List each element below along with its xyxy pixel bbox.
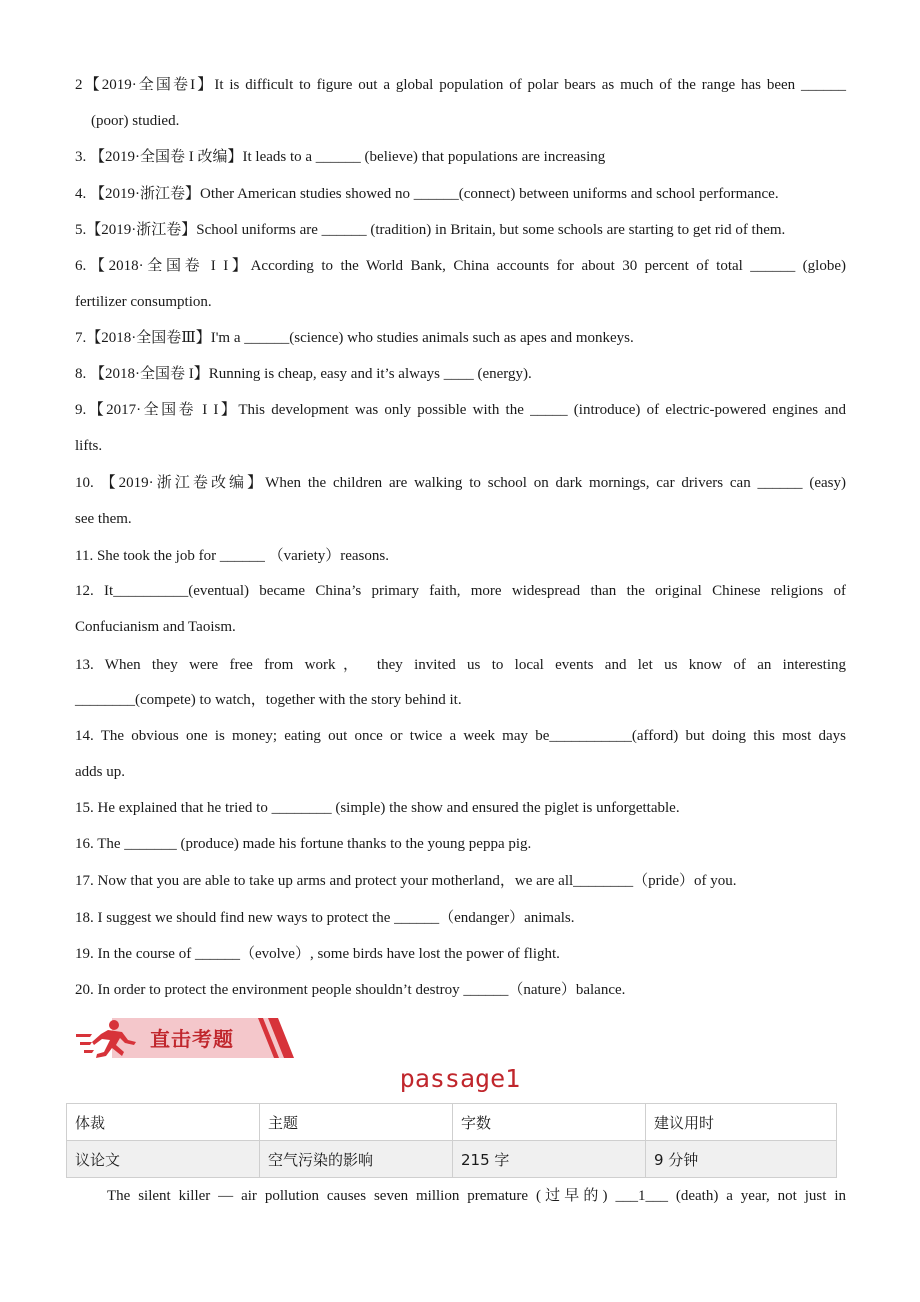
table-header-time: 建议用时 [646, 1104, 837, 1141]
table-cell-topic: 空气污染的影响 [260, 1141, 453, 1178]
table-cell-genre: 议论文 [67, 1141, 260, 1178]
banner-label: 直击考题 [150, 1027, 234, 1051]
table-cell-time: 9 分钟 [646, 1141, 837, 1178]
table-header-wordcount: 字数 [453, 1104, 646, 1141]
question-12-line-1: 12. It__________(eventual) became China’s primary faith, more widespread than the original Chinese religions of [75, 583, 846, 599]
question-13-line-1: 13. When they were free from work， they invited us to local events and let us know of an interesting [75, 657, 846, 673]
question-18: 18. I suggest we should find new ways to protect the ______（endanger）animals. [75, 910, 575, 926]
question-9-line-1: 9.【2017·全国卷 I I】This development was only possible with the _____ (introduce) of electric-powered engines and [75, 402, 846, 418]
passage-info-table [66, 1103, 837, 1178]
question-15: 15. He explained that he tried to ________ (simple) the show and ensured the piglet is unforgettable. [75, 800, 680, 816]
passage-title: passage1 [399, 1064, 521, 1093]
question-7: 7.【2018·全国卷Ⅲ】I'm a ______(science) who studies animals such as apes and monkeys. [75, 330, 634, 346]
passage-text: The silent killer — air pollution causes seven million premature (过早的) ___1___ (death) a year, not just in [107, 1188, 846, 1204]
question-10-line-1: 10. 【2019·浙江卷改编】When the children are walking to school on dark mornings, car drivers can ______ (easy) [75, 475, 846, 491]
question-17: 17. Now that you are able to take up arms and protect your motherland，we are all________（pride）of you. [75, 873, 737, 889]
question-19: 19. In the course of ______（evolve）, some birds have lost the power of flight. [75, 946, 560, 962]
question-11: 11. She took the job for ______ （variety）reasons. [75, 548, 389, 564]
question-3: 3. 【2019·全国卷 I 改编】It leads to a ______ (believe) that populations are increasing [75, 149, 606, 165]
question-10-line-2: see them. [75, 511, 132, 527]
table-header-genre: 体裁 [67, 1104, 260, 1141]
question-4: 4. 【2019·浙江卷】Other American studies showed no ______(connect) between uniforms and school performance. [75, 186, 779, 202]
table-header-row [67, 1104, 837, 1141]
question-8: 8. 【2018·全国卷 I】Running is cheap, easy and it’s always ____ (energy). [75, 366, 532, 382]
question-2-line-1: 2【2019·全国卷I】It is difficult to figure out a global population of polar bears as much of the range has been ______ [75, 77, 846, 93]
question-2-line-2: (poor) studied. [91, 113, 180, 129]
table-header-topic: 主题 [260, 1104, 453, 1141]
question-13-line-2: ________(compete) to watch，together with the story behind it. [75, 692, 462, 708]
question-9-line-2: lifts. [75, 438, 103, 454]
question-12-line-2: Confucianism and Taoism. [75, 619, 236, 635]
question-6-line-2: fertilizer consumption. [75, 294, 212, 310]
question-20: 20. In order to protect the environment people shouldn’t destroy ______（nature）balance. [75, 982, 626, 998]
question-14-line-1: 14. The obvious one is money; eating out once or twice a week may be___________(afford) but doing this most days [75, 728, 846, 744]
question-5: 5.【2019·浙江卷】School uniforms are ______ (tradition) in Britain, but some schools are starting to get rid of them. [75, 222, 786, 238]
question-14-line-2: adds up. [75, 764, 125, 780]
question-6-line-1: 6.【2018·全国卷 I I】According to the World Bank, China accounts for about 30 percent of total ______ (globe) [75, 258, 846, 274]
table-row [67, 1141, 837, 1178]
question-16: 16. The _______ (produce) made his fortune thanks to the young peppa pig. [75, 836, 532, 852]
table-cell-wordcount: 215 字 [453, 1141, 646, 1178]
